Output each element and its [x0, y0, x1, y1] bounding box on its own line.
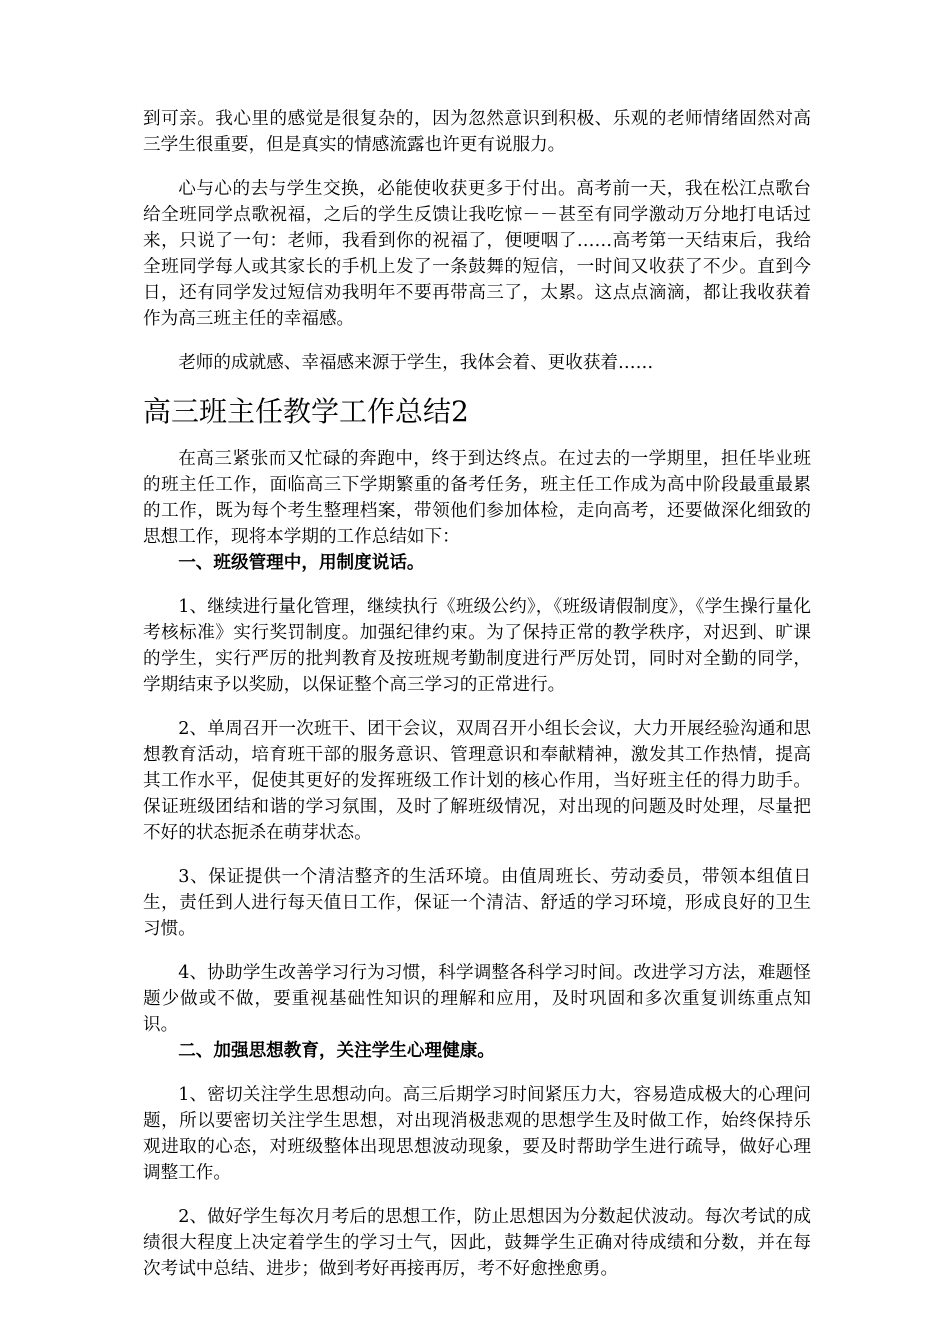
intro-paragraph: 在高三紧张而又忙碌的奔跑中，终于到达终点。在过去的一学期里，担任毕业班的班主任工作，面临高三下学期繁重的备考任务，班主任工作成为高中阶段最重最累的工作，既为每个考生整理档案，带领他们参加体检，走向高考，还要做深化细致的思想工作，现将本学期的工作总结如下： — [143, 449, 811, 547]
part1-title: 一、班级管理中，用制度说话。 — [178, 553, 425, 573]
part1-item-4: 4、协助学生改善学习行为习惯，科学调整各科学习时间。改进学习方法，难题怪题少做或不做，要重视基础性知识的理解和应用，及时巩固和多次重复训练重点知识。 — [143, 963, 811, 1035]
part2-item-1: 1、密切关注学生思想动向。高三后期学习时间紧压力大，容易造成极大的心理问题，所以要密切关注学生思想，对出现消极悲观的思想学生及时做工作，始终保持乐观进取的心态，对班级整体出现思想波动现象，要及时帮助学生进行疏导，做好心理调整工作。 — [143, 1085, 811, 1183]
part1-item-3: 3、保证提供一个清洁整齐的生活环境。由值周班长、劳动委员，带领本组值日生，责任到人进行每天值日工作，保证一个清洁、舒适的学习环境，形成良好的卫生习惯。 — [143, 867, 811, 939]
part1-item-2: 2、单周召开一次班干、团干会议，双周召开小组长会议，大力开展经验沟通和思想教育活动，培育班干部的服务意识、管理意识和奉献精神，激发其工作热情，提高其工作水平，促使其更好的发挥班级工作计划的核心作用，当好班主任的得力助手。保证班级团结和谐的学习氛围，及时了解班级情况，对出现的问题及时处理，尽量把不好的状态扼杀在萌芽状态。 — [143, 719, 811, 843]
paragraph-exchange: 心与心的去与学生交换，必能使收获更多于付出。高考前一天，我在松江点歌台给全班同学点歌祝福，之后的学生反馈让我吃惊－－甚至有同学激动万分地打电话过来，只说了一句：老师，我看到你的祝福了，便哽咽了……高考第一天结束后，我给全班同学每人或其家长的手机上发了一条鼓舞的短信，一时间又收获了不少。直到今日，还有同学发过短信劝我明年不要再带高三了，太累。这点点滴滴，都让我收获着作为高三班主任的幸福感。 — [143, 179, 811, 329]
paragraph-conclusion: 老师的成就感、幸福感来源于学生，我体会着、更收获着…… — [178, 353, 654, 373]
document-page — [143, 106, 811, 1282]
part1-item-1: 1、继续进行量化管理，继续执行《班级公约》，《班级请假制度》，《学生操行量化考核标准》实行奖罚制度。加强纪律约束。为了保持正常的教学秩序，对迟到、旷课的学生，实行严厉的批判教育及按班规考勤制度进行严厉处罚，同时对全勤的同学，学期结束予以奖励，以保证整个高三学习的正常进行。 — [143, 597, 811, 695]
continuation-paragraph: 到可亲。我心里的感觉是很复杂的，因为忽然意识到积极、乐观的老师情绪固然对高三学生很重要，但是真实的情感流露也许更有说服力。 — [143, 109, 811, 155]
part2-item-2: 2、做好学生每次月考后的思想工作，防止思想因为分数起伏波动。每次考试的成绩很大程度上决定着学生的学习士气，因此，鼓舞学生正确对待成绩和分数，并在每次考试中总结、进步；做到考好再接再厉，考不好愈挫愈勇。 — [143, 1207, 811, 1279]
part2-title: 二、加强思想教育，关注学生心理健康。 — [178, 1041, 495, 1061]
section-title: 高三班主任教学工作总结2 — [143, 395, 469, 428]
